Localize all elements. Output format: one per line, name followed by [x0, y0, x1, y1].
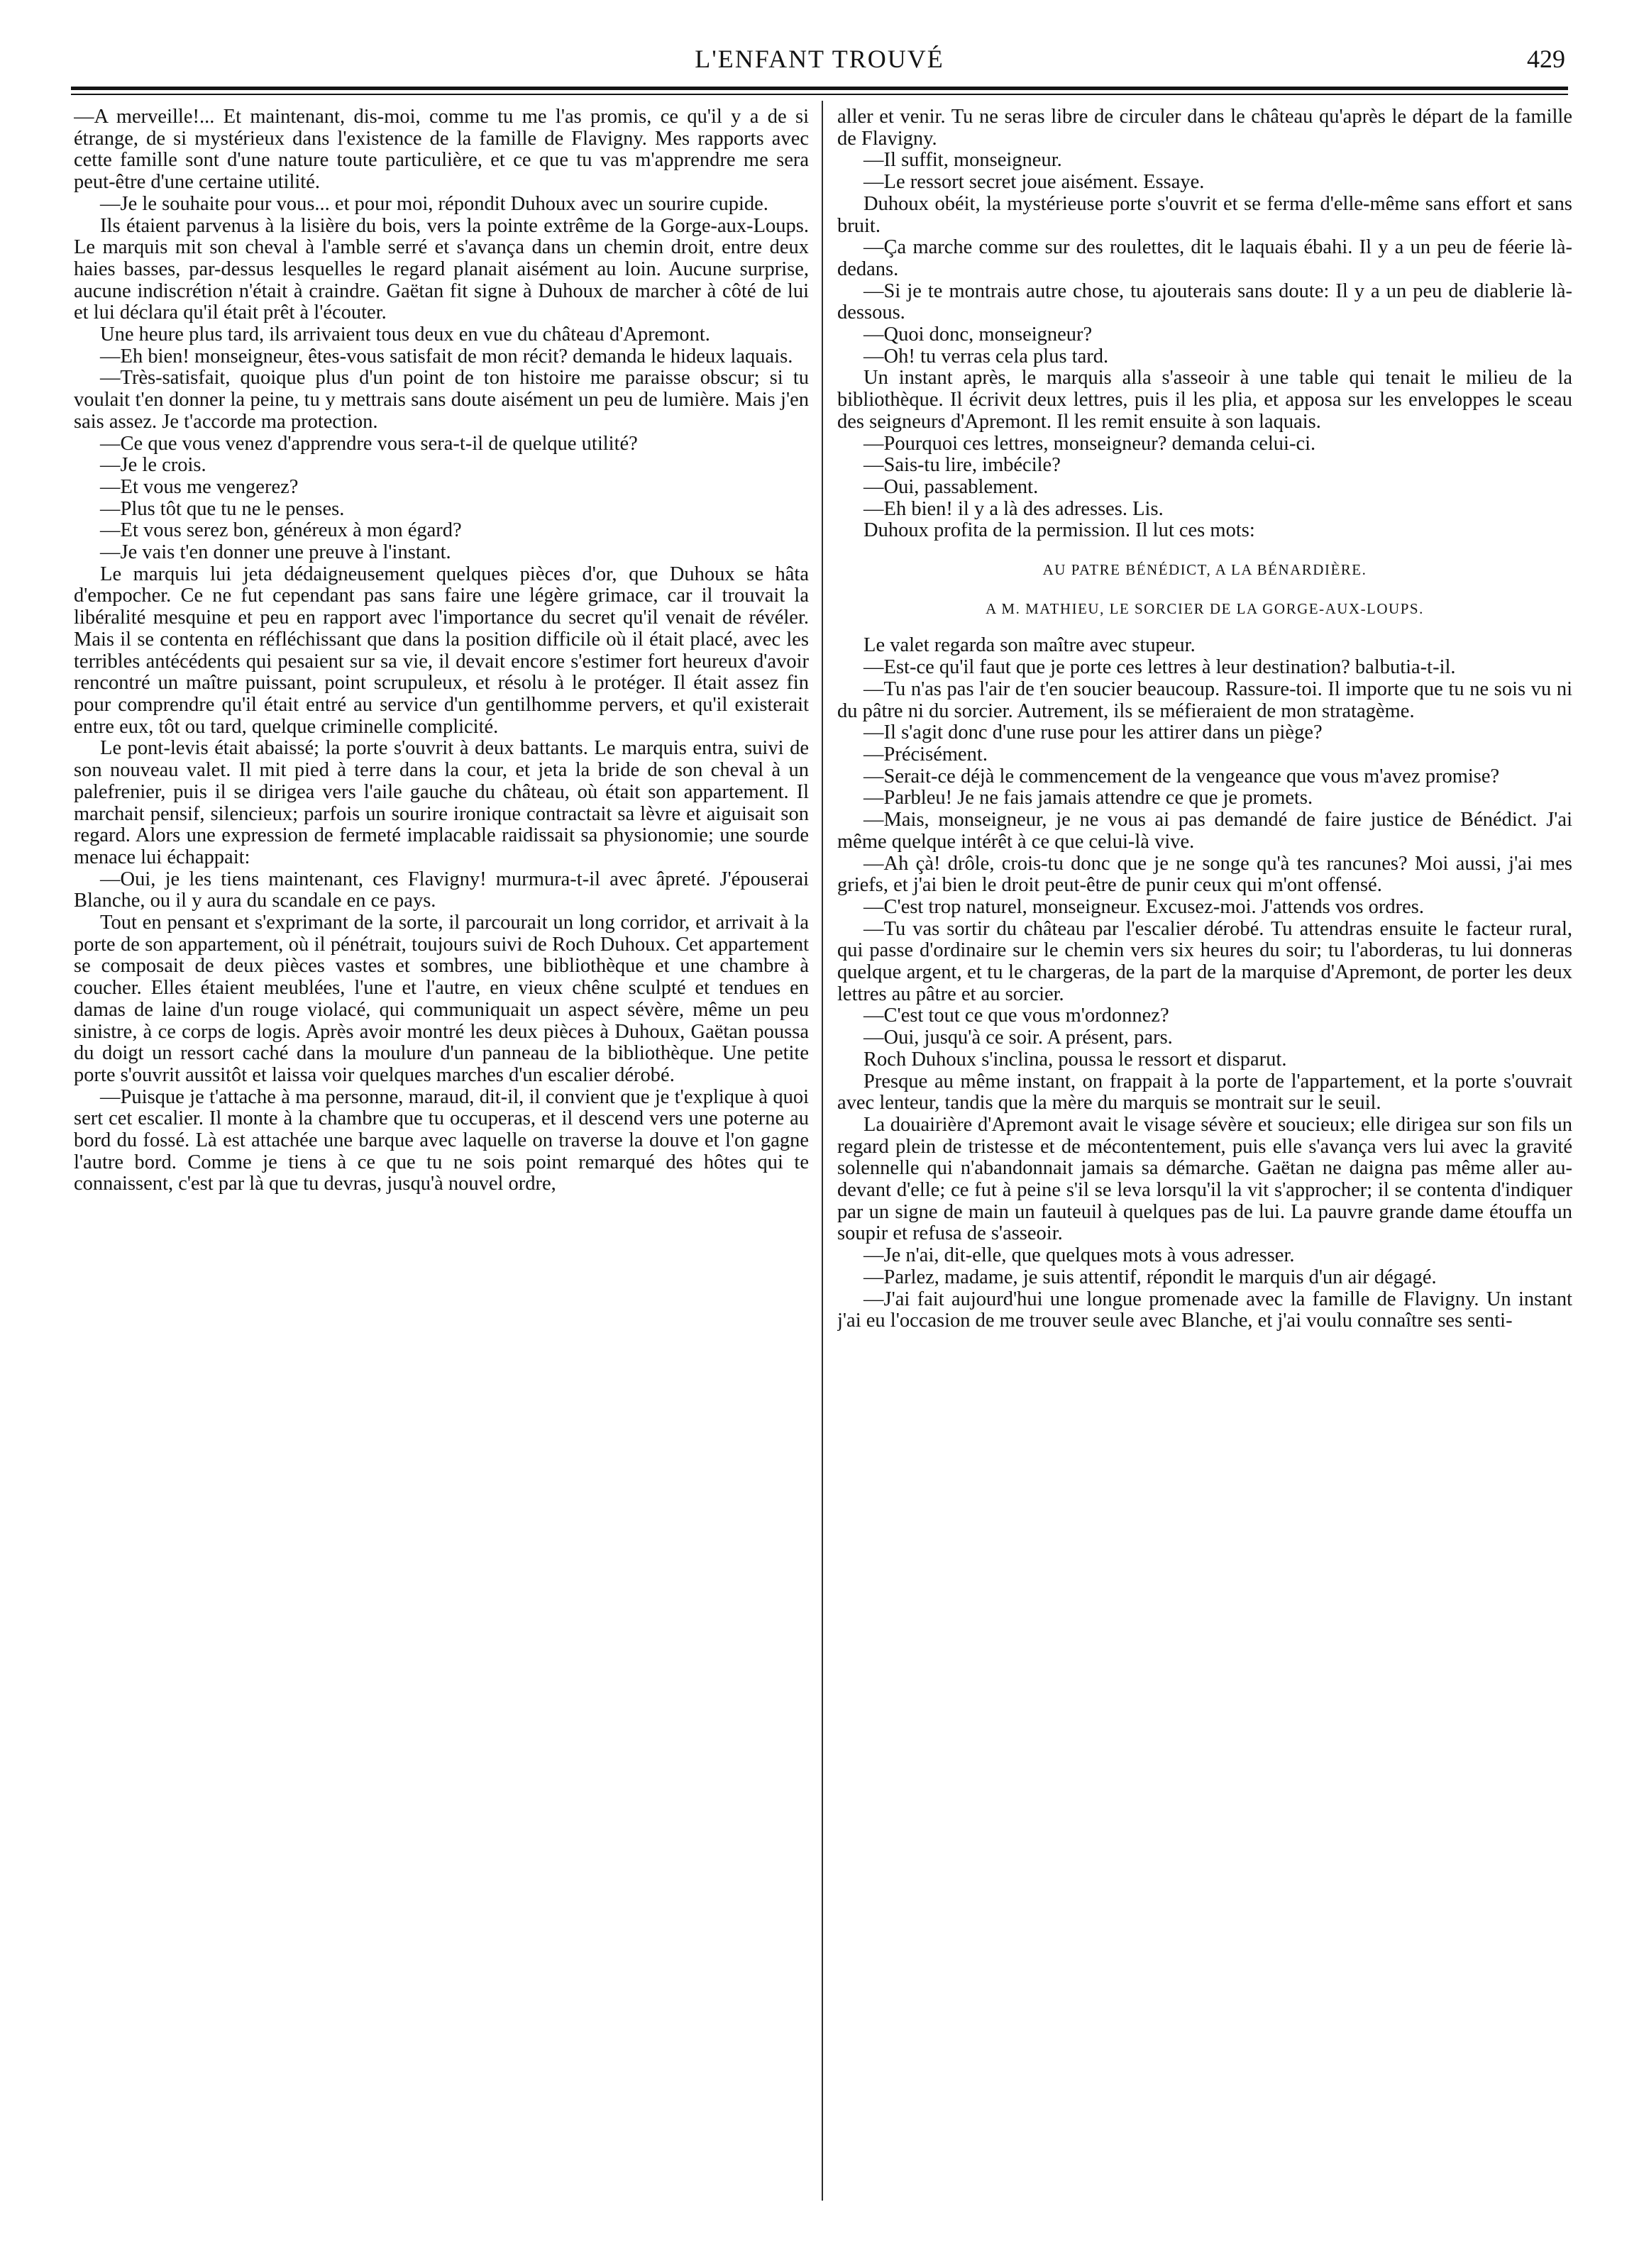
- page-header: [71, 43, 1568, 85]
- paragraph: —Oh! tu verras cela plus tard.: [863, 345, 1109, 367]
- paragraph: —Oui, passablement.: [863, 475, 1039, 498]
- paragraph: —Oui, je les tiens maintenant, ces Flavigny! murmura-t-il avec âpreté. J'épouserai Blanche, ou il y aura du scandale en ce pays.: [74, 868, 809, 912]
- header-rule-thick: [71, 87, 1568, 90]
- paragraph: Tout en pensant et s'exprimant de la sorte, il parcourait un long corridor, et arrivait à la porte de son appartement, où il pénétrait, toujours suivi de Roch Duhoux. Cet appartement se composait de deux pièces vastes et sombres, une bibliothèque et une chambre à coucher. Elles étaient meublées, l'une et l'autre, en vieux chêne sculpté et tendues en damas de laine d'un rouge violacé, qui communiquait un aspect sévère, même un peu sinistre, à ce corps de logis. Après avoir montré les deux pièces à Duhoux, Gaëtan poussa du doigt un ressort caché dans la moulure d'un panneau de la bibliothèque. Une petite porte s'ouvrit aussitôt et laissa voir quelques marches d'un escalier dérobé.: [74, 912, 809, 1086]
- paragraph: Ils étaient parvenus à la lisière du bois, vers la pointe extrême de la Gorge-aux-Loups. Le marquis mit son cheval à l'amble serré et s'avança dans un chemin droit, entre deux haies basses, par-dessus lesquelles le regard planait aisément au loin. Aucune surprise, aucune indiscrétion n'était à craindre. Gaëtan fit signe à Duhoux de marcher à côté de lui et lui déclara qu'il était prêt à l'écouter.: [74, 214, 809, 324]
- paragraph: —Je vais t'en donner une preuve à l'instant.: [100, 541, 451, 564]
- paragraph: —Et vous serez bon, généreux à mon égard?: [100, 519, 462, 542]
- paragraph: Le pont-levis était abaissé; la porte s'ouvrit à deux battants. Le marquis entra, suivi de son nouveau valet. Il mit pied à terre dans la cour, et jeta la bride de son cheval à un palefrenier, puis il se dirigea vers l'aile gauche du château, où était son appartement. Il marchait pensif, silencieux; parfois un sourire ironique contractait sa lèvre et aiguisait son regard. Alors une expression de fermeté implacable raidissait sa physionomie; une sourde menace lui échappait:: [74, 737, 809, 868]
- paragraph: —Serait-ce déjà le commencement de la vengeance que vous m'avez promise?: [863, 765, 1500, 787]
- paragraph: —Quoi donc, monseigneur?: [863, 323, 1093, 346]
- paragraph: Presque au même instant, on frappait à la porte de l'appartement, et la porte s'ouvrait avec lenteur, tandis que la mère du marquis se montrait sur le seuil.: [837, 1070, 1572, 1114]
- paragraph: —Je le crois.: [100, 454, 206, 477]
- paragraph: Duhoux obéit, la mystérieuse porte s'ouvrit et se ferma d'elle-même sans effort et sans bruit.: [837, 192, 1572, 237]
- paragraph: —Puisque je t'attache à ma personne, maraud, dit-il, il convient que je t'explique à quoi sert cet escalier. Il monte à la chambre que tu occuperas, et il descend vers une poterne au bord du fossé. Là est attachée une barque avec laquelle on traverse la douve et l'on gagne l'autre bord. Comme je tiens à ce que tu ne sois point remarqué des hôtes qui te connaissent, c'est par là que tu devras, jusqu'à nouvel ordre,: [74, 1085, 809, 1195]
- paragraph: —Pourquoi ces lettres, monseigneur? demanda celui-ci.: [863, 432, 1316, 455]
- page-number: 429: [1527, 45, 1565, 73]
- paragraph: —C'est trop naturel, monseigneur. Excusez-moi. J'attends vos ordres.: [863, 895, 1424, 918]
- paragraph: —Précisément.: [863, 743, 988, 765]
- paragraph: —Et vous me vengerez?: [100, 475, 299, 498]
- paragraph: Une heure plus tard, ils arrivaient tous deux en vue du château d'Apremont.: [100, 323, 710, 346]
- paragraph: —Mais, monseigneur, je ne vous ai pas demandé de faire justice de Bénédict. J'ai même quelque intérêt à ce que celui-là vive.: [837, 809, 1572, 853]
- letter-address-1: AU PATRE BÉNÉDICT, A LA BÉNARDIÈRE.: [1042, 561, 1367, 579]
- paragraph: —Si je te montrais autre chose, tu ajouterais sans doute: Il y a un peu de diablerie là-dessous.: [837, 280, 1572, 324]
- paragraph: —J'ai fait aujourd'hui une longue promenade avec la famille de Flavigny. Un instant j'ai eu l'occasion de me trouver seule avec Blanche, et j'ai voulu connaître ses senti-: [837, 1288, 1572, 1332]
- paragraph: Un instant après, le marquis alla s'asseoir à une table qui tenait le milieu de la bibliothèque. Il écrivit deux lettres, puis il les plia, et apposa sur les enveloppes le sceau des seigneurs d'Apremont. Il les remit ensuite à son laquais.: [837, 367, 1572, 433]
- paragraph: —Ah çà! drôle, crois-tu donc que je ne songe qu'à tes rancunes? Moi aussi, j'ai mes griefs, et j'ai bien le droit peut-être de punir ceux qui m'ont offensé.: [837, 852, 1572, 897]
- paragraph: —Plus tôt que tu ne le penses.: [100, 497, 345, 520]
- paragraph: —Je n'ai, dit-elle, que quelques mots à vous adresser.: [863, 1244, 1295, 1267]
- paragraph: —Est-ce qu'il faut que je porte ces lettres à leur destination? balbutia-t-il.: [863, 656, 1456, 679]
- header-rule-thin: [71, 94, 1568, 95]
- running-title: L'ENFANT TROUVÉ: [695, 45, 944, 73]
- paragraph: —Il s'agit donc d'une ruse pour les attirer dans un piège?: [863, 721, 1323, 744]
- paragraph: —C'est tout ce que vous m'ordonnez?: [863, 1005, 1169, 1027]
- paragraph: Le valet regarda son maître avec stupeur.: [863, 634, 1196, 657]
- paragraph: —Eh bien! monseigneur, êtes-vous satisfait de mon récit? demanda le hideux laquais.: [100, 345, 793, 367]
- paragraph: Duhoux profita de la permission. Il lut ces mots:: [863, 519, 1255, 542]
- paragraph: —Le ressort secret joue aisément. Essaye.: [863, 171, 1205, 194]
- paragraph: Roch Duhoux s'inclina, poussa le ressort et disparut.: [863, 1048, 1287, 1071]
- paragraph: —Ce que vous venez d'apprendre vous sera-t-il de quelque utilité?: [100, 432, 638, 455]
- paragraph: —Il suffit, monseigneur.: [863, 149, 1062, 172]
- paragraph: —Ça marche comme sur des roulettes, dit le laquais ébahi. Il y a un peu de féerie là-dedans.: [837, 236, 1572, 280]
- paragraph: La douairière d'Apremont avait le visage sévère et soucieux; elle dirigea sur son fils un regard plein de tristesse et de mécontentement, puis elle s'avança vers lui avec la gravité solennelle qui n'abandonnait jamais sa démarche. Gaëtan ne daigna pas même aller au-devant d'elle; ce fut à peine s'il se leva lorsqu'il la vit s'approcher; il se contenta d'indiquer par un signe de main un fauteuil à quelques pas de lui. La pauvre grande dame étouffa un soupir et refusa de s'asseoir.: [837, 1113, 1572, 1245]
- letter-address-2: A M. MATHIEU, LE SORCIER DE LA GORGE-AUX-LOUPS.: [986, 599, 1424, 617]
- paragraph: —Parlez, madame, je suis attentif, répondit le marquis d'un air dégagé.: [863, 1266, 1437, 1288]
- paragraph: —Oui, jusqu'à ce soir. A présent, pars.: [863, 1027, 1173, 1049]
- paragraph: —Tu n'as pas l'air de t'en soucier beaucoup. Rassure-toi. Il importe que tu ne sois vu ni du pâtre ni du sorcier. Autrement, ils se méfieraient de mon stratagème.: [837, 677, 1572, 722]
- paragraph: —Eh bien! il y a là des adresses. Lis.: [863, 497, 1164, 520]
- left-column: [74, 106, 809, 2235]
- paragraph: —Très-satisfait, quoique plus d'un point de ton histoire me paraisse obscur; si tu voulait t'en donner la peine, tu y mettrais sans doute aisément un peu de lumière. Mais j'en sais assez. Je t'accorde ma protection.: [74, 367, 809, 433]
- paragraph: Le marquis lui jeta dédaigneusement quelques pièces d'or, que Duhoux se hâta d'empocher. Ce ne fut cependant pas sans faire une légère grimace, car il trouvait la libéralité mesquine et peu en rapport avec l'importance du secret qu'il venait de révéler. Mais il se contenta en réfléchissant que dans la position difficile où il était placé, avec les terribles antécédents qui pesaient sur sa vie, il devait encore s'estimer fort heureux d'avoir rencontré un maître puissant, point scrupuleux, et résolu à le protéger. Il était assez fin pour comprendre qu'il était entré au service d'un gentilhomme pervers, et qu'il existerait entre eux, tôt ou tard, quelque criminelle complicité.: [74, 563, 809, 738]
- paragraph: —Je le souhaite pour vous... et pour moi, répondit Duhoux avec un sourire cupide.: [100, 192, 768, 215]
- right-column: [837, 106, 1572, 2235]
- paragraph: —Tu vas sortir du château par l'escalier dérobé. Tu attendras ensuite le facteur rural, qui passe d'ordinaire sur le chemin vers six heures du soir; tu l'aborderas, tu lui donneras quelque argent, et tu le chargeras, de la part de la marquise d'Apremont, de porter les deux lettres au pâtre et au sorcier.: [837, 917, 1572, 1005]
- column-divider: [822, 101, 823, 2201]
- paragraph: —A merveille!... Et maintenant, dis-moi, comme tu me l'as promis, ce qu'il y a de si étrange, de si mystérieux dans l'existence de la famille de Flavigny. Mes rapports avec cette famille sont d'une nature toute particulière, et ce que tu vas m'apprendre me sera peut-être d'une certaine utilité.: [74, 106, 809, 194]
- paragraph: —Sais-tu lire, imbécile?: [863, 454, 1061, 477]
- paragraph: —Parbleu! Je ne fais jamais attendre ce que je promets.: [863, 787, 1313, 809]
- paragraph: aller et venir. Tu ne seras libre de circuler dans le château qu'après le départ de la famille de Flavigny.: [837, 106, 1572, 150]
